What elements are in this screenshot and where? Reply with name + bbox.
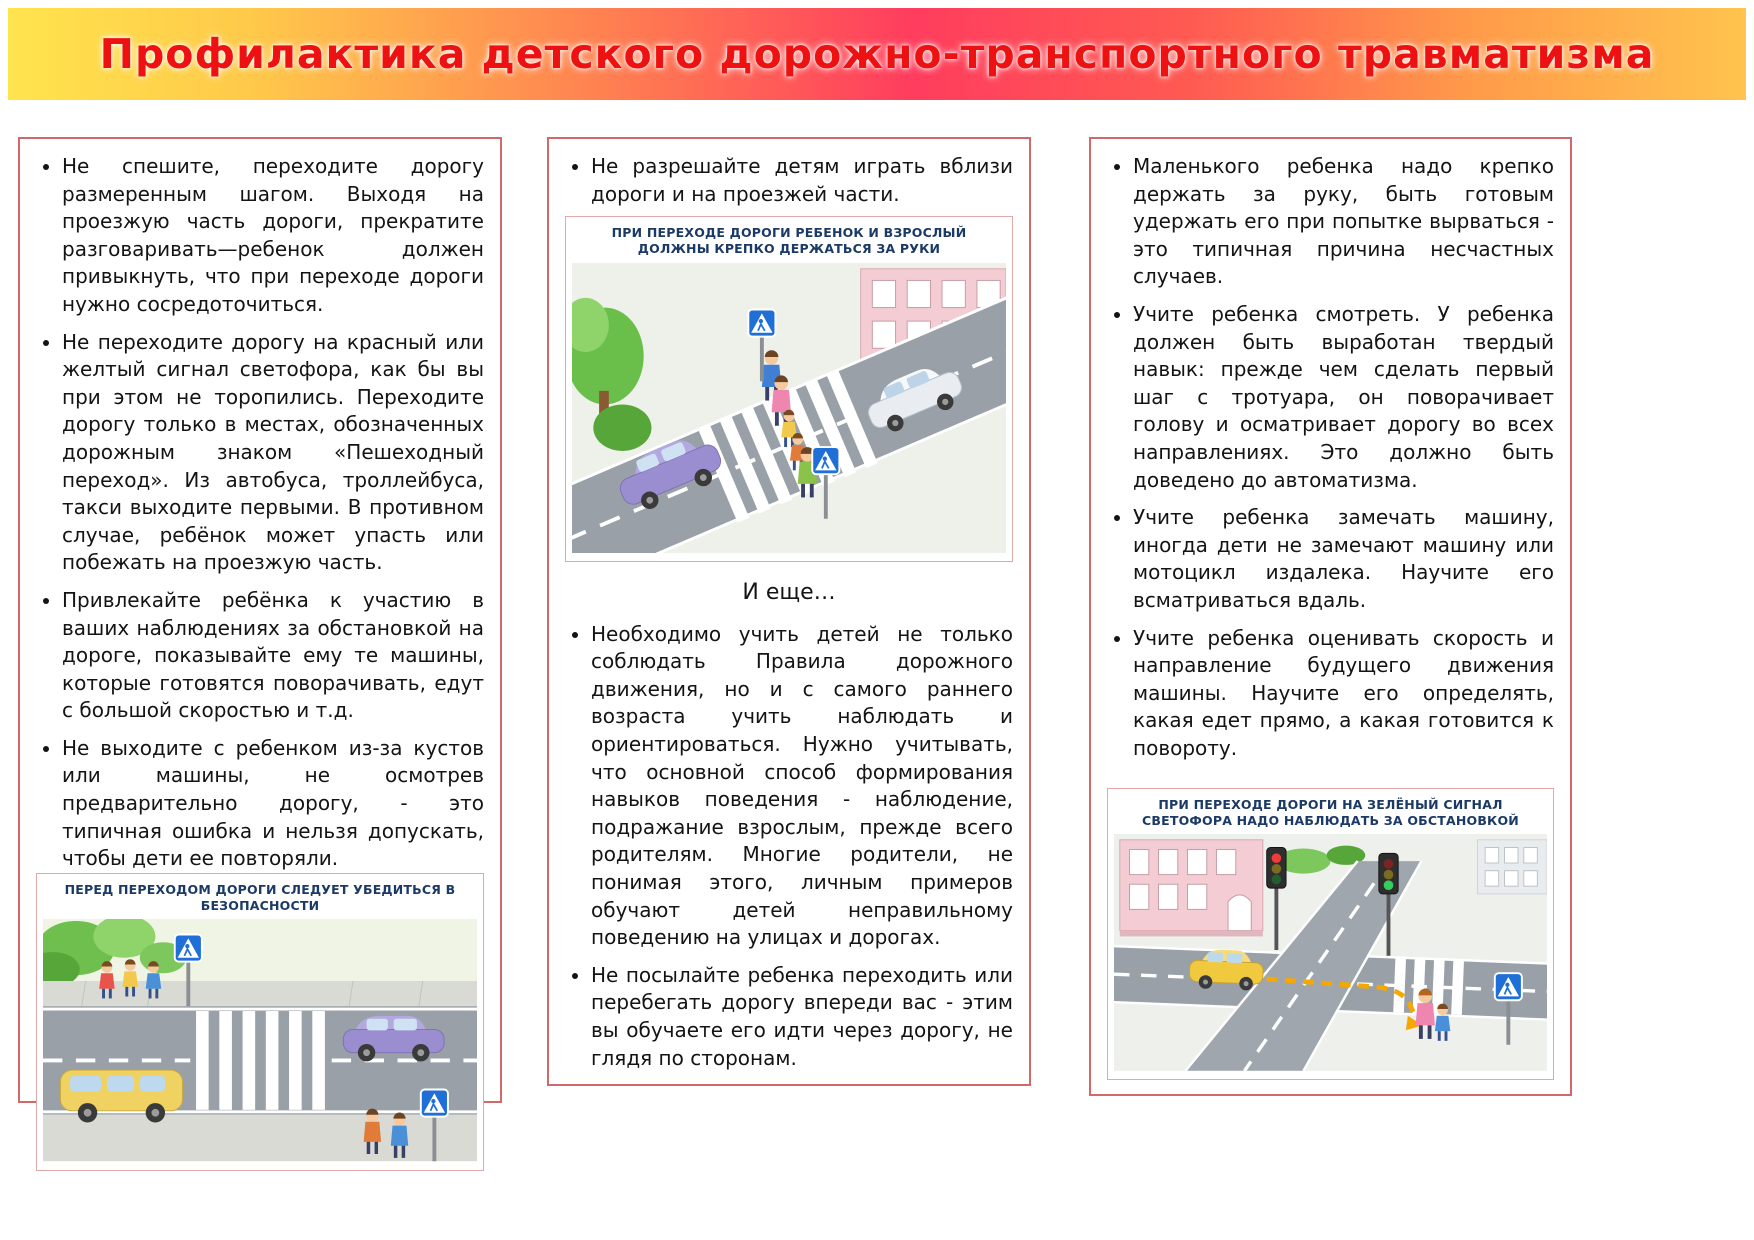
tip-item: • Привлекайте ребёнка к участию в ваших наблюдениях за обстановкой на дороге, показывайте ему те машины, которые готовятся поворачивать, едут с большой скоростью и т.д. bbox=[62, 587, 484, 725]
right-panel bbox=[1089, 137, 1572, 1096]
figure-green-light bbox=[1107, 788, 1554, 1080]
header-banner bbox=[8, 8, 1746, 100]
safety-tips-list bbox=[36, 153, 484, 873]
hold-hands-illustration bbox=[572, 263, 1006, 554]
safety-tips-list bbox=[565, 621, 1013, 1073]
figure-caption: ПРИ ПЕРЕХОДЕ ДОРОГИ НА ЗЕЛЁНЫЙ СИГНАЛ СВЕТОФОРА НАДО НАБЛЮДАТЬ ЗА ОБСТАНОВКОЙ bbox=[1142, 796, 1519, 828]
tip-item: • Учите ребенка смотреть. У ребенка должен быть выработан твердый навык: прежде чем сделать первый шаг с тротуара, он поворачивает голову и осматривает дорогу во всех направлениях. Это должно быть доведено до автоматизма. bbox=[1133, 301, 1554, 494]
tip-item: • Не переходите дорогу на красный или желтый сигнал светофора, как бы вы при этом не торопились. Переходите дорогу только в местах, обозначенных дорожным знаком «Пешеходный переход». Из автобуса, троллейбуса, такси выходите первыми. В противном случае, ребёнок может упасть или побежать на проезжую часть. bbox=[62, 329, 484, 577]
building bbox=[1477, 840, 1547, 894]
crossing-illustration bbox=[43, 919, 477, 1161]
tip-item: • Учите ребенка замечать машину, иногда дети не замечают машину или мотоцикл издалека. Научите его всматриваться вдаль. bbox=[1133, 504, 1554, 614]
tip-item: • Не разрешайте детям играть вблизи дороги и на проезжей части. bbox=[591, 153, 1013, 208]
middle-panel bbox=[547, 137, 1031, 1086]
left-panel bbox=[18, 137, 502, 1103]
tip-item: • Не выходите с ребенком из-за кустов или машины, не осмотрев предварительно дорогу, - это типичная ошибка и нельзя допускать, чтобы дети ее повторяли. bbox=[62, 735, 484, 873]
figure-caption: ПРИ ПЕРЕХОДЕ ДОРОГИ РЕБЕНОК И ВЗРОСЛЫЙ ДОЛЖНЫ КРЕПКО ДЕРЖАТЬСЯ ЗА РУКИ bbox=[611, 225, 967, 257]
tip-item: • Не посылайте ребенка переходить или перебегать дорогу впереди вас - этим вы обучаете его идти через дорогу, не глядя по сторонам. bbox=[591, 962, 1013, 1072]
figure-hold-hands bbox=[565, 216, 1013, 562]
safety-tips-list bbox=[565, 153, 1013, 208]
building bbox=[1120, 840, 1263, 937]
tip-item: • Учите ребенка оценивать скорость и направление будущего движения машины. Научите его определять, какая едет прямо, а какая готовится к повороту. bbox=[1133, 625, 1554, 763]
intersection-illustration bbox=[1114, 834, 1547, 1071]
figure-check-safety bbox=[36, 873, 484, 1171]
safety-tips-list bbox=[1107, 153, 1554, 762]
subheading: И еще… bbox=[742, 580, 836, 606]
brochure-title: Профилактика детского дорожно-транспортного травматизма bbox=[99, 30, 1655, 78]
tip-item: • Маленького ребенка надо крепко держать за руку, быть готовым удержать его при попытке вырваться - это типичная причина несчастных случаев. bbox=[1133, 153, 1554, 291]
tip-item: • Необходимо учить детей не только соблюдать Правила дорожного движения, но и с самого раннего возраста учить наблюдать и ориентироваться. Нужно учитывать, что основной способ формирования навыков поведения - наблюдение, подражание взрослым, прежде всего родителям. Многие родители, не понимая этого, личным примеров обучают детей неправильному поведению на улицах и дорогах. bbox=[591, 621, 1013, 952]
figure-caption: ПЕРЕД ПЕРЕХОДОМ ДОРОГИ СЛЕДУЕТ УБЕДИТЬСЯ В БЕЗОПАСНОСТИ bbox=[64, 881, 456, 914]
tip-item: • Не спешите, переходите дорогу размеренным шагом. Выходя на проезжую часть дороги, прекратите разговаривать—ребенок должен привыкнуть, что при переходе дороги нужно сосредоточиться. bbox=[62, 153, 484, 319]
